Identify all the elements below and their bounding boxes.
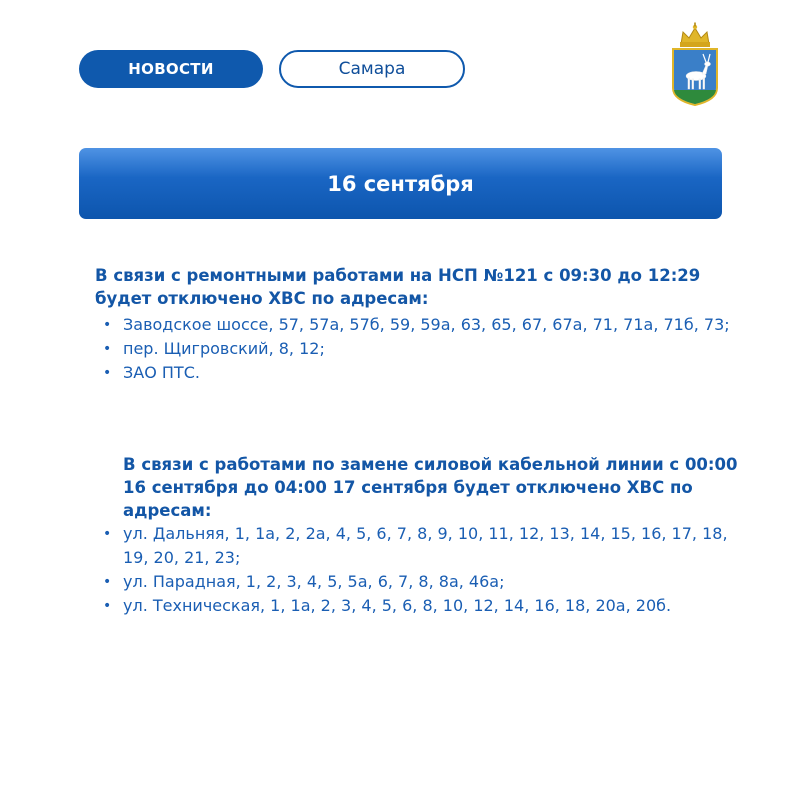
news-tag-label: НОВОСТИ [128, 60, 214, 78]
notice2-address-list [97, 522, 737, 618]
news-tag[interactable] [79, 50, 263, 88]
list-item: • ул. Техническая, 1, 1а, 2, 3, 4, 5, 6, 8, 10, 12, 14, 16, 18, 20а, 20б. [103, 596, 672, 615]
date-banner-text: 16 сентября [327, 171, 474, 196]
crown-icon [680, 23, 710, 48]
city-tag-label: Самара [338, 59, 406, 79]
list-item: • ЗАО ПТС. [103, 363, 200, 382]
list-item: • пер. Щигровский, 8, 12; [103, 339, 325, 358]
city-tag[interactable] [279, 50, 465, 88]
date-banner [79, 148, 722, 219]
list-item: • ул. Дальняя, 1, 1а, 2, 2а, 4, 5, 6, 7, 8, 9, 10, 11, 12, 13, 14, 15, 16, 17, 18, 19, 20, 21, 23; [103, 524, 728, 567]
notice1-heading: В связи с ремонтными работами на НСП №121 с 09:30 до 12:29 будет отключено ХВС по адресам: [95, 266, 701, 308]
list-item: • ул. Парадная, 1, 2, 3, 4, 5, 5а, 6, 7, 8, 8а, 46а; [103, 572, 505, 591]
notice1-address-list [97, 313, 737, 385]
notice2-heading: В связи с работами по замене силовой кабельной линии с 00:00 16 сентября до 04:00 17 сентября будет отключено ХВС по адресам: [123, 455, 738, 520]
list-item: • Заводское шоссе, 57, 57а, 57б, 59, 59а, 63, 65, 67, 67а, 71, 71а, 71б, 73; [103, 315, 730, 334]
samara-coat-of-arms-icon [669, 22, 721, 106]
